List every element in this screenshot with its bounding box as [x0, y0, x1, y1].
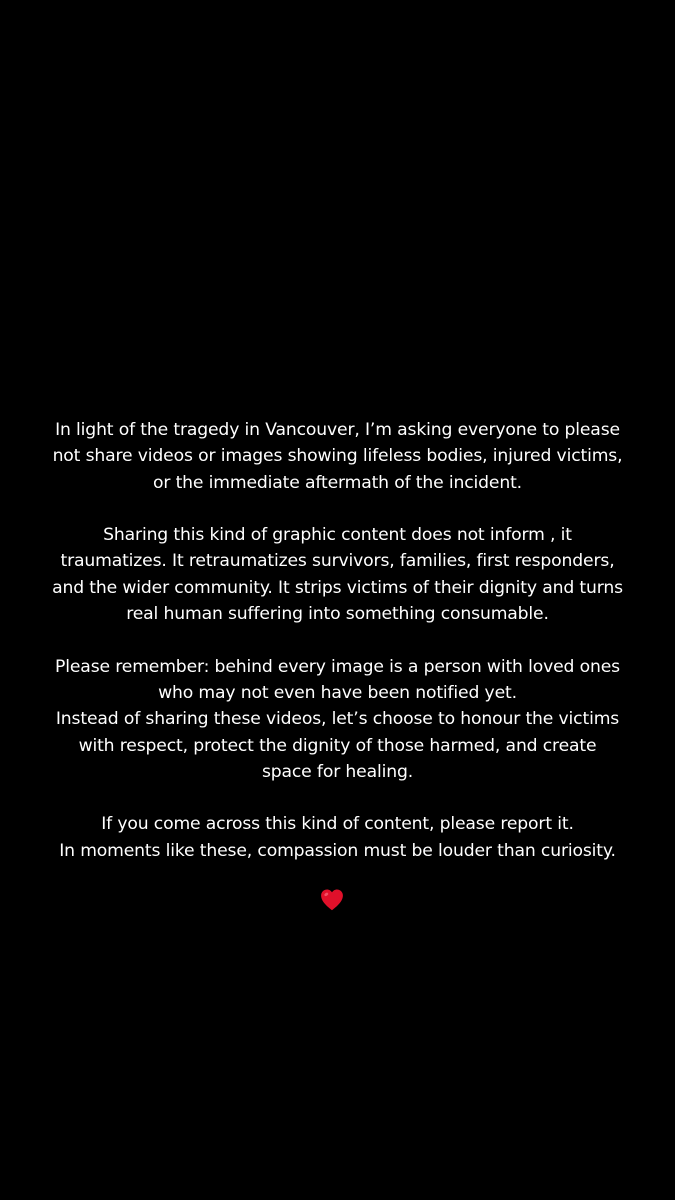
- text-line: real human suffering into something consumable.: [126, 604, 549, 625]
- text-line: with respect, protect the dignity of those harmed, and create: [78, 735, 597, 756]
- story-message: [20, 417, 655, 864]
- text-line: not share videos or images showing lifeless bodies, injured victims,: [52, 446, 623, 467]
- heart-shape: [321, 890, 343, 911]
- text-line: If you come across this kind of content, please report it.: [101, 814, 574, 835]
- paragraph-graphic-content: [20, 522, 655, 627]
- red-heart-icon: [319, 887, 345, 913]
- paragraph-spacer: [20, 496, 655, 522]
- paragraph-spacer: [20, 627, 655, 653]
- text-line: or the immediate aftermath of the incident.: [153, 472, 522, 493]
- text-line: In moments like these, compassion must be louder than curiosity.: [59, 840, 616, 861]
- text-line: Sharing this kind of graphic content does not inform , it: [103, 525, 572, 546]
- text-line: Please remember: behind every image is a person with loved ones: [55, 656, 620, 677]
- text-line: and the wider community. It strips victims of their dignity and turns: [52, 577, 623, 598]
- text-line: traumatizes. It retraumatizes survivors, families, first responders,: [60, 551, 615, 572]
- text-line: who may not even have been notified yet.: [158, 682, 517, 703]
- paragraph-spacer: [20, 785, 655, 811]
- text-line: Instead of sharing these videos, let’s choose to honour the victims: [55, 709, 620, 730]
- text-line: space for healing.: [261, 761, 414, 782]
- paragraph-report: [20, 811, 655, 864]
- text-line: In light of the tragedy in Vancouver, I’m asking everyone to please: [55, 420, 620, 440]
- paragraph-tragedy-request: [20, 417, 655, 496]
- paragraph-remember: [20, 654, 655, 785]
